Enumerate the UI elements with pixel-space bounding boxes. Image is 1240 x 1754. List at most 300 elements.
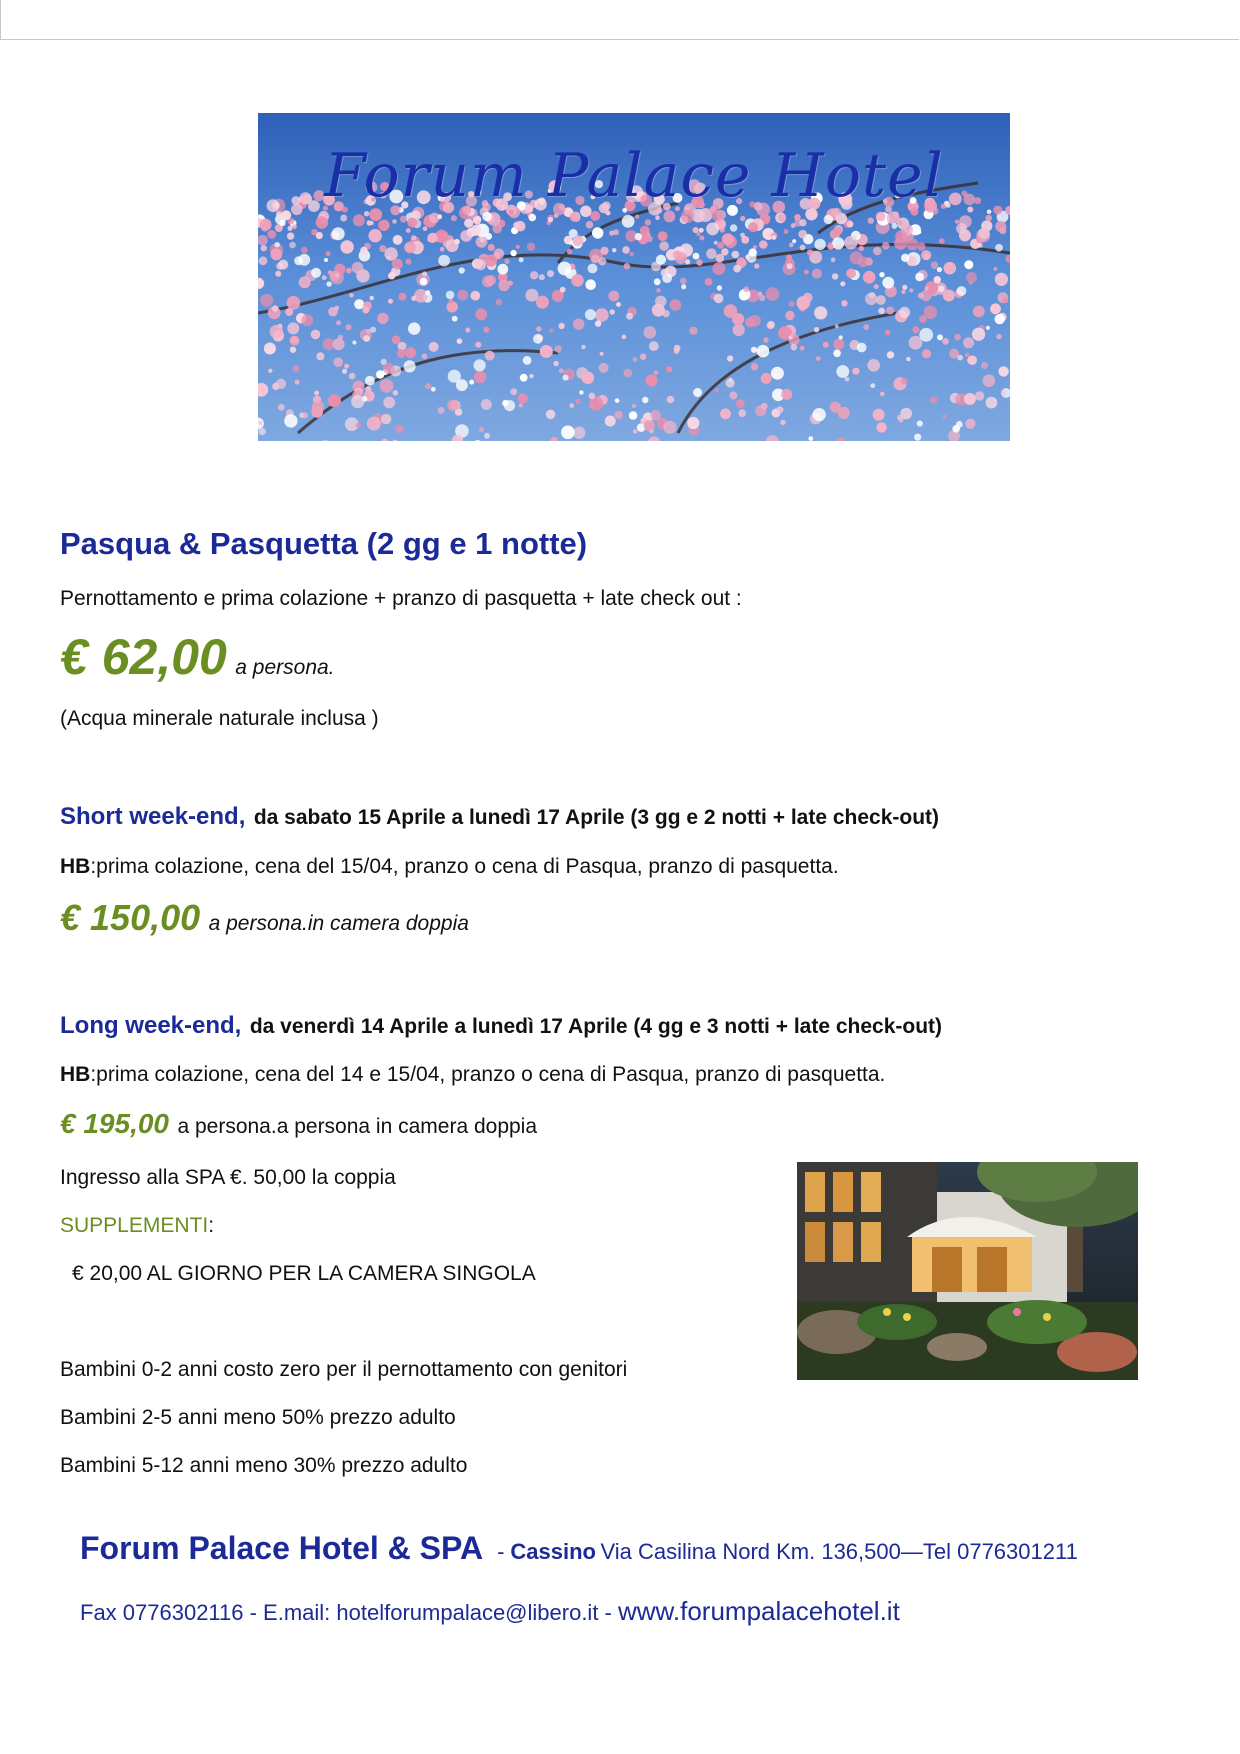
blossom-petal: [332, 227, 345, 240]
blossom-petal: [616, 302, 621, 307]
banner-title: Forum Palace Hotel: [324, 141, 944, 211]
blossom-petal: [496, 299, 502, 305]
blossom-petal: [833, 339, 844, 350]
children-rule-3: Bambini 5-12 anni meno 30% prezzo adulto: [60, 1454, 468, 1477]
blossom-petal: [352, 262, 364, 274]
blossom-petal: [846, 269, 856, 279]
blossom-petal: [355, 423, 361, 429]
blossom-petal: [547, 270, 554, 277]
blossom-petal: [915, 273, 924, 282]
footer-website-link[interactable]: www.forumpalacehotel.it: [618, 1596, 900, 1626]
blossom-petal: [404, 242, 416, 254]
blossom-petal: [592, 227, 603, 238]
blossom-petal: [873, 409, 885, 421]
blossom-petal: [457, 290, 468, 301]
blossom-petal: [569, 403, 574, 408]
blossom-petal: [892, 223, 898, 229]
blossom-petal: [705, 278, 713, 286]
blossom-petal: [485, 254, 497, 266]
blossom-petal: [917, 421, 923, 427]
blossom-petal: [906, 238, 918, 250]
blossom-petal: [973, 306, 985, 318]
blossom-petal: [995, 273, 1008, 286]
blossom-petal: [706, 222, 719, 235]
blossom-petal: [370, 296, 374, 300]
blossom-petal: [733, 324, 745, 336]
supplements-colon: :: [208, 1214, 215, 1237]
blossom-petal: [917, 242, 925, 250]
blossom-petal: [475, 220, 481, 226]
blossom-petal: [656, 255, 666, 265]
blossom-petal: [745, 317, 755, 327]
blossom-petal: [608, 291, 619, 302]
blossom-petal: [589, 393, 596, 400]
blossom-petal: [289, 242, 296, 249]
blossom-petal: [757, 345, 770, 358]
blossom-petal: [431, 387, 436, 392]
blossom-petal: [516, 245, 520, 249]
blossom-petal: [479, 427, 484, 432]
blossom-petal: [870, 383, 875, 388]
blossom-petal: [899, 307, 910, 318]
blossom-petal: [529, 214, 537, 222]
blossom-petal: [485, 233, 492, 240]
blossom-petal: [548, 217, 553, 222]
blossom-petal: [605, 416, 616, 427]
offer1-note: (Acqua minerale naturale inclusa ): [60, 707, 379, 730]
offer1-price-line: [60, 628, 335, 686]
supplements-label: SUPPLEMENTI: [60, 1214, 209, 1237]
blossom-petal: [624, 263, 630, 269]
blossom-petal: [792, 239, 796, 243]
blossom-petal: [585, 279, 596, 290]
blossom-petal: [549, 328, 553, 332]
blossom-petal: [326, 251, 331, 256]
blossom-petal: [931, 261, 939, 269]
blossom-petal: [995, 314, 1005, 324]
blossom-petal: [364, 211, 369, 216]
blossom-petal: [986, 397, 998, 409]
blossom-petal: [276, 211, 283, 218]
offer3-hb-label: HB: [60, 1063, 91, 1086]
page-top-border: [0, 0, 1239, 40]
blossom-petal: [852, 368, 859, 375]
blossom-petal: [352, 340, 356, 344]
blossom-petal: [411, 235, 416, 240]
blossom-petal: [934, 276, 941, 283]
blossom-petal: [674, 345, 681, 352]
blossom-petal: [367, 417, 381, 431]
offer2-subtitle: da sabato 15 Aprile a lunedì 17 Aprile (3 gg e 2 notti + late check-out): [253, 806, 940, 829]
blossom-petal: [823, 342, 829, 348]
blossom-petal: [1001, 391, 1006, 396]
blossom-petal: [975, 391, 984, 400]
blossom-petal: [340, 240, 353, 253]
blossom-petal: [885, 330, 891, 336]
blossom-petal: [392, 259, 403, 270]
blossom-petal: [483, 327, 489, 333]
blossom-petal: [847, 221, 854, 228]
blossom-petal: [518, 393, 528, 403]
blossom-petal: [722, 233, 734, 245]
blossom-petal: [696, 259, 702, 265]
blossom-petal: [713, 262, 726, 275]
blossom-petal: [622, 246, 630, 254]
blossom-petal: [835, 324, 839, 328]
blossom-petal: [346, 268, 352, 274]
offer2-price-suffix: a persona.in camera doppia: [208, 912, 469, 935]
blossom-petal: [465, 328, 470, 333]
blossom-petal: [290, 336, 300, 346]
blossom-petal: [400, 216, 407, 223]
blossom-petal: [582, 372, 595, 385]
blossom-petal: [457, 338, 463, 344]
offer1-title: Pasqua & Pasquetta (2 gg e 1 notte): [60, 526, 588, 561]
blossom-petal: [716, 254, 725, 263]
footer-contact-line: [80, 1530, 1078, 1567]
blossom-petal: [520, 374, 528, 382]
blossom-petal: [447, 400, 458, 411]
blossom-petal: [633, 357, 638, 362]
blossom-petal: [937, 267, 942, 272]
blossom-petal: [732, 313, 744, 325]
blossom-petal: [573, 427, 585, 439]
offer3-price-suffix: a persona.a persona in camera doppia: [177, 1115, 538, 1138]
blossom-petal: [814, 239, 825, 250]
blossom-petal: [260, 294, 273, 307]
blossom-petal: [614, 411, 622, 419]
blossom-petal: [519, 257, 524, 262]
blossom-petal: [886, 307, 894, 315]
blossom-petal: [349, 293, 354, 298]
blossom-petal: [839, 335, 843, 339]
blossom-petal: [515, 221, 526, 232]
footer-address: Via Casilina Nord Km. 136,500—Tel 0776301211: [600, 1539, 1078, 1564]
blossom-petal: [640, 353, 647, 360]
blossom-petal: [878, 308, 885, 315]
footer-separator: -: [497, 1539, 505, 1564]
blossom-petal: [600, 247, 608, 255]
blossom-petal: [567, 249, 573, 255]
blossom-petal: [612, 248, 616, 252]
blossom-petal: [901, 378, 908, 385]
blossom-petal: [942, 338, 949, 345]
blossom-petal: [259, 428, 266, 435]
blossom-petal: [736, 399, 745, 408]
blossom-petal: [533, 334, 543, 344]
blossom-petal: [972, 328, 985, 341]
blossom-petal: [867, 359, 880, 372]
offer2-price-line: [60, 897, 469, 939]
blossom-petal: [767, 321, 775, 329]
blossom-petal: [519, 403, 523, 407]
blossom-petal: [649, 341, 659, 351]
blossom-petal: [351, 395, 364, 408]
blossom-petal: [659, 241, 669, 251]
blossom-petal: [316, 216, 329, 229]
supplement-single-room: € 20,00 AL GIORNO PER LA CAMERA SINGOLA: [72, 1262, 536, 1285]
blossom-petal: [464, 219, 473, 228]
blossom-petal: [766, 287, 780, 301]
blossom-petal: [873, 247, 882, 256]
blossom-petal: [781, 389, 792, 400]
blossom-petal: [814, 327, 819, 332]
blossom-petal: [405, 259, 411, 265]
blossom-petal: [404, 360, 416, 372]
blossom-petal: [919, 315, 927, 323]
offer2-price: € 150,00: [60, 897, 201, 938]
blossom-petal: [398, 293, 406, 301]
blossom-petal: [378, 220, 389, 231]
blossom-petal: [452, 316, 458, 322]
blossom-petal: [921, 250, 931, 260]
blossom-petal: [459, 267, 465, 273]
blossom-petal: [287, 322, 299, 334]
blossom-petal: [664, 211, 676, 223]
blossom-petal: [397, 349, 406, 358]
blossom-petal: [365, 376, 375, 386]
blossom-petal: [333, 357, 343, 367]
blossom-petal: [546, 410, 556, 420]
blossom-petal: [663, 421, 676, 434]
blossom-petal: [622, 215, 635, 228]
blossom-petal: [482, 276, 494, 288]
blossom-petal: [766, 216, 771, 221]
blossom-petal: [832, 273, 839, 280]
blossom-petal: [579, 390, 583, 394]
offer2-hb-text: :prima colazione, cena del 15/04, pranzo o cena di Pasqua, pranzo di pasquetta.: [90, 855, 839, 878]
blossom-petal: [895, 230, 907, 242]
blossom-petal: [570, 212, 580, 222]
blossom-petal: [759, 240, 768, 249]
blossom-petal: [383, 397, 395, 409]
supplements-heading: [60, 1214, 214, 1238]
blossom-petal: [613, 229, 619, 235]
blossom-petal: [474, 359, 486, 371]
blossom-petal: [729, 391, 737, 399]
blossom-petal: [699, 236, 704, 241]
blossom-petal: [670, 299, 682, 311]
blossom-petal: [749, 248, 757, 256]
blossom-petal: [714, 241, 718, 245]
blossom-petal: [272, 305, 278, 311]
blossom-petal: [474, 371, 486, 383]
blossom-petal: [633, 429, 638, 434]
blossom-petal: [882, 242, 890, 250]
blossom-petal: [438, 255, 450, 267]
offer1-price-suffix: a persona.: [235, 656, 335, 679]
blossom-petal: [787, 263, 793, 269]
blossom-petal: [800, 245, 806, 251]
blossom-petal: [275, 271, 281, 277]
blossom-petal: [759, 295, 765, 301]
blossom-petal: [595, 320, 601, 326]
blossom-petal: [939, 238, 945, 244]
offer3-price-line: [60, 1108, 537, 1140]
blossom-petal: [600, 352, 604, 356]
blossom-petal: [784, 229, 789, 234]
blossom-petal: [406, 228, 411, 233]
blossom-petal: [732, 251, 740, 259]
blossom-petal: [267, 230, 276, 239]
blossom-petal: [833, 227, 842, 236]
blossom-petal: [985, 215, 992, 222]
blossom-petal: [726, 379, 735, 388]
blossom-petal: [876, 212, 886, 222]
blossom-petal: [573, 235, 584, 246]
blossom-petal: [681, 284, 686, 289]
blossom-petal: [623, 369, 632, 378]
blossom-petal: [845, 377, 850, 382]
blossom-petal: [999, 227, 1006, 234]
blossom-petal: [754, 263, 759, 268]
blossom-petal: [857, 343, 867, 353]
blossom-petal: [645, 219, 651, 225]
blossom-petal: [333, 338, 345, 350]
blossom-petal: [863, 324, 869, 330]
blossom-petal: [287, 296, 301, 310]
blossom-petal: [955, 220, 959, 224]
blossom-petal: [510, 250, 516, 256]
blossom-petal: [952, 425, 960, 433]
blossom-petal: [440, 247, 445, 252]
blossom-petal: [632, 404, 636, 408]
blossom-petal: [693, 253, 700, 260]
blossom-petal: [588, 264, 598, 274]
blossom-petal: [488, 244, 495, 251]
blossom-petal: [482, 212, 492, 222]
blossom-petal: [326, 281, 331, 286]
blossom-petal: [944, 262, 957, 275]
blossom-petal: [354, 299, 364, 309]
blossom-petal: [598, 257, 606, 265]
blossom-petal: [996, 334, 1001, 339]
blossom-petal: [575, 399, 580, 404]
blossom-petal: [311, 330, 321, 340]
blossom-petal: [799, 219, 806, 226]
blossom-petal: [292, 365, 299, 372]
blossom-petal: [901, 254, 909, 262]
blossom-petal: [422, 353, 428, 359]
blossom-petal: [635, 215, 639, 219]
blossom-petal: [425, 383, 431, 389]
blossom-petal: [395, 425, 403, 433]
blossom-petal: [876, 295, 886, 305]
blossom-petal: [411, 296, 416, 301]
blossom-petal: [380, 379, 394, 393]
blossom-petal: [761, 373, 772, 384]
footer-hotel-name: Forum Palace Hotel & SPA: [80, 1530, 484, 1566]
blossom-petal: [673, 250, 682, 259]
blossom-petal: [745, 255, 750, 260]
blossom-petal: [964, 393, 976, 405]
blossom-petal: [964, 260, 973, 269]
blossom-petal: [626, 313, 633, 320]
blossom-petal: [785, 311, 794, 320]
blossom-petal: [340, 215, 347, 222]
offer2-hb-label: HB: [60, 855, 91, 878]
blossom-petal: [558, 262, 572, 276]
blossom-petal: [742, 237, 748, 243]
blossom-petal: [599, 363, 609, 373]
blossom-petal: [644, 326, 657, 339]
blossom-petal: [298, 254, 310, 266]
blossom-petal: [451, 215, 457, 221]
blossom-petal: [615, 398, 620, 403]
blossom-petal: [272, 383, 279, 390]
offer3-hb-text: :prima colazione, cena del 14 e 15/04, pranzo o cena di Pasqua, pranzo di pasquetta.: [90, 1063, 886, 1086]
blossom-petal: [510, 388, 517, 395]
blossom-petal: [938, 286, 945, 293]
blossom-petal: [789, 243, 794, 248]
blossom-petal: [622, 335, 627, 340]
blossom-petal: [270, 325, 283, 338]
blossom-petal: [559, 323, 565, 329]
blossom-petal: [887, 212, 900, 225]
blossom-petal: [780, 420, 785, 425]
blossom-petal: [730, 224, 737, 231]
blossom-petal: [438, 407, 445, 414]
blossom-petal: [942, 414, 946, 418]
offer3-title: Long week-end,: [60, 1012, 242, 1039]
blossom-petal: [912, 326, 919, 333]
blossom-petal: [965, 353, 969, 357]
offer3-header: [60, 1012, 942, 1040]
blossom-petal: [949, 349, 959, 359]
blossom-petal: [425, 290, 430, 295]
blossom-petal: [859, 246, 864, 251]
footer-fax-email-line: [80, 1596, 900, 1627]
blossom-petal: [553, 361, 558, 366]
blossom-petal: [693, 388, 702, 397]
blossom-petal: [807, 249, 813, 255]
blossom-petal: [717, 285, 722, 290]
blossom-petal: [301, 314, 313, 326]
blossom-petal: [540, 345, 553, 358]
blossom-petal: [791, 223, 796, 228]
blossom-petal: [919, 328, 933, 342]
blossom-petal: [969, 281, 973, 285]
blossom-petal: [479, 237, 485, 243]
blossom-petal: [901, 290, 905, 294]
blossom-petal: [314, 391, 319, 396]
blossom-petal: [727, 355, 733, 361]
blossom-petal: [978, 243, 983, 248]
blossom-petal: [653, 370, 658, 375]
footer-city: Cassino: [510, 1539, 596, 1564]
blossom-petal: [290, 347, 296, 353]
blossom-petal: [569, 241, 573, 245]
blossom-petal: [353, 214, 365, 226]
blossom-petal: [287, 232, 294, 239]
blossom-petal: [978, 228, 990, 240]
blossom-petal: [830, 402, 841, 413]
blossom-petal: [264, 343, 276, 355]
blossom-petal: [998, 366, 1008, 376]
blossom-petal: [278, 260, 288, 270]
blossom-petal: [738, 409, 746, 417]
blossom-petal: [777, 406, 784, 413]
blossom-petal: [554, 345, 561, 352]
blossom-petal: [316, 352, 324, 360]
blossom-petal: [687, 417, 699, 429]
blossom-petal: [681, 210, 694, 223]
blossom-petal: [260, 219, 272, 231]
blossom-petal: [763, 338, 768, 343]
blossom-petal: [295, 380, 300, 385]
blossom-petal: [460, 230, 472, 242]
blossom-petal: [573, 319, 584, 330]
